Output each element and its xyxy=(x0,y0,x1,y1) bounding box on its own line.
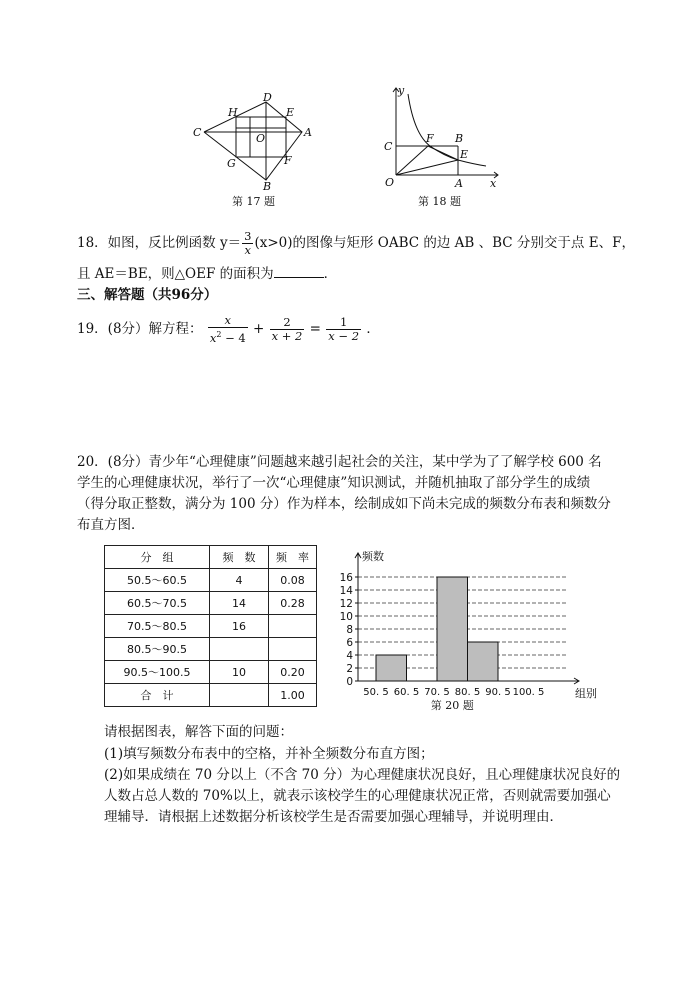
q19-t3-num: 1 xyxy=(326,316,361,330)
label-O18: O xyxy=(385,176,395,189)
label-E18: E xyxy=(460,148,469,161)
histogram-chart xyxy=(330,533,600,713)
q19-t1-den xyxy=(208,328,248,345)
x-tick-label: 50. 5 xyxy=(363,687,389,698)
figure-18-caption: 第 18 题 xyxy=(418,195,461,208)
x-tick-label: 80. 5 xyxy=(454,687,481,698)
q19-term2 xyxy=(270,316,305,343)
y-tick-label: 0 xyxy=(346,676,353,688)
q19-t1-den-a: x xyxy=(209,330,217,345)
table-cell: 10 xyxy=(210,661,269,684)
q18-prefix: 18．如图，反比例函数 y＝ xyxy=(77,235,242,251)
x-tick-label: 70. 5 xyxy=(424,687,450,698)
label-A18: A xyxy=(455,177,463,190)
label-A: A xyxy=(304,126,312,139)
q19-term3 xyxy=(326,316,361,343)
histogram-bar xyxy=(437,577,468,681)
x-axis-label: 组别 xyxy=(575,687,597,700)
table-header: 频 数 xyxy=(210,546,269,569)
label-D: D xyxy=(263,92,272,104)
chart-caption: 第 20 题 xyxy=(430,699,474,712)
q19-end: ． xyxy=(366,320,380,337)
x-tick-label: 60. 5 xyxy=(393,687,420,698)
y-tick-label: 14 xyxy=(339,585,353,597)
table-row xyxy=(105,569,317,592)
table-cell: 1.00 xyxy=(269,684,317,707)
table-cell: 0.28 xyxy=(269,592,317,615)
q20-line-1: 20．(8分）青少年“心理健康”问题越来越引起社会的关注，某中学为了了解学校 600 名 xyxy=(77,454,602,470)
q19-term1 xyxy=(208,314,248,345)
histogram-bar xyxy=(376,655,407,681)
table-cell: 合 计 xyxy=(105,684,210,707)
q18-frac-num: 3 xyxy=(244,229,252,243)
table-cell: 14 xyxy=(210,592,269,615)
label-O: O xyxy=(256,132,266,145)
q19-t3-den: x − 2 xyxy=(328,328,360,343)
label-y: y xyxy=(398,84,405,97)
q18-suffix: (x>0)的图像与矩形 OABC 的边 AB 、BC 分别交于点 E、F， xyxy=(254,235,635,251)
x-tick-label: 100. 5 xyxy=(512,687,545,698)
q19-t2-den: x + 2 xyxy=(271,328,303,343)
table-cell-blank[interactable] xyxy=(210,684,269,707)
section-3-heading: 三、解答题（共96分） xyxy=(77,287,218,303)
label-F: F xyxy=(284,154,292,167)
table-row xyxy=(105,661,317,684)
q19-eq: = xyxy=(309,320,321,337)
table-cell: 50.5～60.5 xyxy=(105,569,210,592)
q19-t2-num: 2 xyxy=(270,316,305,330)
x-tick-label: 90. 5 xyxy=(485,687,511,698)
table-row xyxy=(105,592,317,615)
q18-line2: 且 AE＝BE，则△OEF 的面积为 xyxy=(77,266,274,282)
table-header: 频 率 xyxy=(269,546,317,569)
q18-frac-den: x xyxy=(244,243,252,257)
question-19 xyxy=(77,314,380,345)
table-cell: 4 xyxy=(210,569,269,592)
figure-17-drawing xyxy=(190,92,330,192)
figure-17 xyxy=(190,92,330,212)
table-cell: 80.5～90.5 xyxy=(105,638,210,661)
y-tick-label: 12 xyxy=(339,598,353,610)
label-B: B xyxy=(263,180,272,192)
q19-plus: + xyxy=(253,320,265,337)
table-cell: 60.5～70.5 xyxy=(105,592,210,615)
q19-prefix: 19．(8分）解方程： xyxy=(77,320,203,337)
label-C: C xyxy=(193,126,202,139)
q18-fraction xyxy=(242,230,253,257)
label-E: E xyxy=(286,106,295,119)
y-tick-label: 6 xyxy=(346,637,353,649)
table-row xyxy=(105,684,317,707)
table-cell: 0.08 xyxy=(269,569,317,592)
q19-t1-den-exp: 2 xyxy=(216,330,222,339)
label-B18: B xyxy=(455,132,464,145)
q20-after-4: 人数占总人数的 70%以上，就表示该校学生的心理健康状况正常，否则就需要加强心 xyxy=(104,788,611,804)
y-tick-label: 8 xyxy=(346,624,353,636)
question-18-line2 xyxy=(77,263,337,285)
label-H: H xyxy=(228,106,238,119)
y-axis-label: 频数 xyxy=(362,550,384,563)
q20-after-1: 请根据图表，解答下面的问题： xyxy=(104,724,293,740)
q20-after-2: (1)填写频数分布表中的空格，并补全频数分布直方图； xyxy=(104,746,434,762)
table-cell-blank[interactable] xyxy=(269,638,317,661)
histogram-bar xyxy=(468,642,499,681)
y-tick-label: 2 xyxy=(346,663,353,675)
table-cell: 0.20 xyxy=(269,661,317,684)
q20-after-3: (2)如果成绩在 70 分以上（不含 70 分）为心理健康状况良好，且心理健康状况良好的 xyxy=(104,767,621,783)
frequency-table xyxy=(104,545,317,707)
figure-17-caption: 第 17 题 xyxy=(232,195,275,208)
table-cell: 16 xyxy=(210,615,269,638)
label-C18: C xyxy=(384,140,393,153)
table-cell: 70.5～80.5 xyxy=(105,615,210,638)
table-header: 分 组 xyxy=(105,546,210,569)
q18-answer-blank[interactable] xyxy=(274,263,324,278)
y-tick-label: 16 xyxy=(339,572,353,584)
label-F18: F xyxy=(426,132,434,145)
figure-18 xyxy=(378,84,508,212)
q19-t1-den-b: − 4 xyxy=(221,330,246,345)
figure-18-drawing xyxy=(378,84,508,192)
q20-line-4: 布直方图． xyxy=(77,517,145,533)
table-row xyxy=(105,638,317,661)
y-tick-label: 10 xyxy=(339,611,353,623)
table-row xyxy=(105,615,317,638)
table-header-row xyxy=(105,546,317,569)
table-cell: 90.5～100.5 xyxy=(105,661,210,684)
table-cell-blank[interactable] xyxy=(269,615,317,638)
q20-after-5: 理辅导．请根据上述数据分析该校学生是否需要加强心理辅导，并说明理由． xyxy=(104,809,563,825)
q20-line-2: 学生的心理健康状况，举行了一次“心理健康”知识测试，并随机抽取了部分学生的成绩 xyxy=(77,475,591,491)
label-x: x xyxy=(490,177,497,190)
q19-t1-num: x xyxy=(208,314,248,328)
label-G: G xyxy=(227,157,236,170)
question-18-line1 xyxy=(77,230,635,257)
y-tick-label: 4 xyxy=(346,650,353,662)
q18-line2-end: ． xyxy=(323,266,338,282)
q20-line-3: （得分取正整数，满分为 100 分）作为样本，绘制成如下尚未完成的频数分布表和频数分 xyxy=(77,496,611,512)
table-cell-blank[interactable] xyxy=(210,638,269,661)
